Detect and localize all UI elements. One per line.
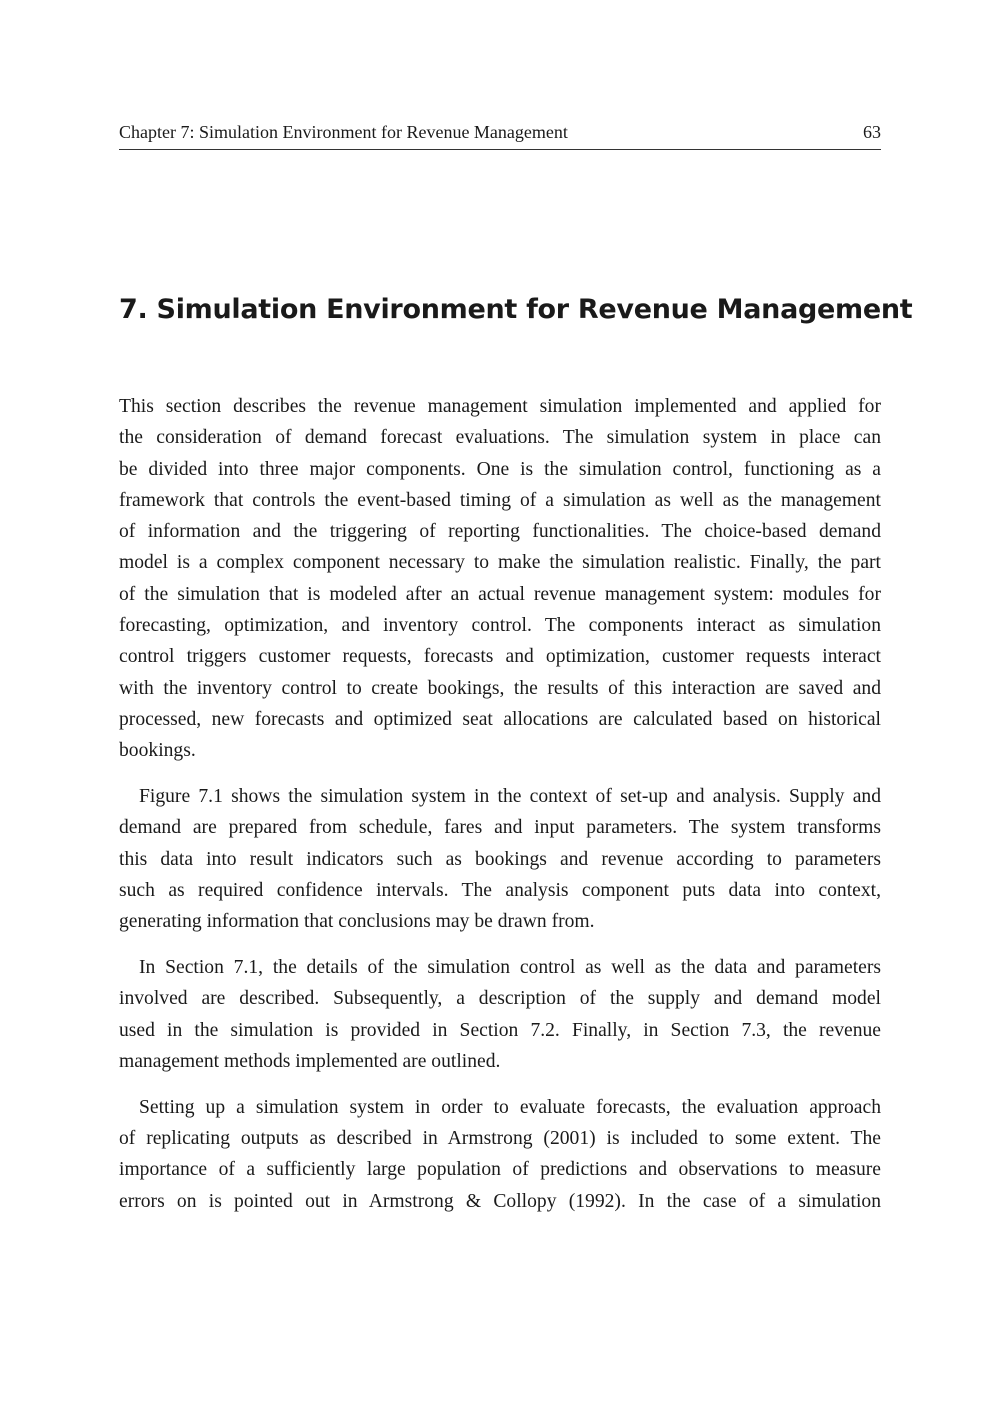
text-line: bookings. bbox=[119, 740, 196, 762]
text-line: the consideration of demand forecast evaluations. The simulation system in place can bbox=[119, 427, 881, 449]
running-header bbox=[119, 122, 881, 150]
text-line: with the inventory control to create bookings, the results of this interaction are saved and bbox=[119, 677, 881, 699]
text-line: demand are prepared from schedule, fares and input parameters. The system transforms bbox=[119, 817, 881, 839]
text-line: be divided into three major components. One is the simulation control, functioning as a bbox=[119, 458, 881, 480]
text-line: Setting up a simulation system in order to evaluate forecasts, the evaluation approach bbox=[139, 1096, 881, 1118]
text-line: management methods implemented are outlined. bbox=[119, 1050, 501, 1072]
text-line: model is a complex component necessary to make the simulation realistic. Finally, the part bbox=[119, 552, 881, 574]
text-line: of replicating outputs as described in Armstrong (2001) is included to some extent. The bbox=[119, 1128, 881, 1150]
body-text bbox=[119, 391, 881, 1231]
text-line: This section describes the revenue management simulation implemented and applied for bbox=[119, 396, 881, 417]
text-line: generating information that conclusions may be drawn from. bbox=[119, 911, 595, 933]
text-line: of information and the triggering of reporting functionalities. The choice-based demand bbox=[119, 521, 881, 543]
text-line: importance of a sufficiently large population of predictions and observations to measure bbox=[119, 1159, 881, 1181]
chapter-heading: 7. Simulation Environment for Revenue Management bbox=[119, 294, 913, 325]
text-line: In Section 7.1, the details of the simulation control as well as the data and parameters bbox=[139, 957, 881, 979]
paragraph bbox=[119, 952, 881, 1077]
text-line: this data into result indicators such as bookings and revenue according to parameters bbox=[119, 848, 881, 870]
text-line: used in the simulation is provided in Section 7.2. Finally, in Section 7.3, the revenue bbox=[119, 1019, 881, 1041]
running-header-title: Chapter 7: Simulation Environment for Revenue Management bbox=[119, 122, 568, 142]
paragraph bbox=[119, 391, 881, 767]
text-line: Figure 7.1 shows the simulation system in the context of set-up and analysis. Supply and bbox=[139, 786, 881, 808]
text-line: framework that controls the event-based timing of a simulation as well as the management bbox=[119, 489, 881, 511]
text-line: of the simulation that is modeled after an actual revenue management system: modules for bbox=[119, 583, 881, 605]
paragraph bbox=[119, 781, 881, 937]
text-line: forecasting, optimization, and inventory control. The components interact as simulation bbox=[119, 615, 881, 637]
paragraph bbox=[119, 1092, 881, 1217]
text-line: errors on is pointed out in Armstrong & Collopy (1992). In the case of a simulation bbox=[119, 1190, 881, 1212]
text-line: processed, new forecasts and optimized seat allocations are calculated based on historical bbox=[119, 708, 881, 730]
text-line: control triggers customer requests, forecasts and optimization, customer requests interact bbox=[119, 646, 881, 668]
page-number: 63 bbox=[863, 122, 881, 142]
text-line: involved are described. Subsequently, a description of the supply and demand model bbox=[119, 988, 881, 1010]
text-line: such as required confidence intervals. The analysis component puts data into context, bbox=[119, 879, 881, 901]
